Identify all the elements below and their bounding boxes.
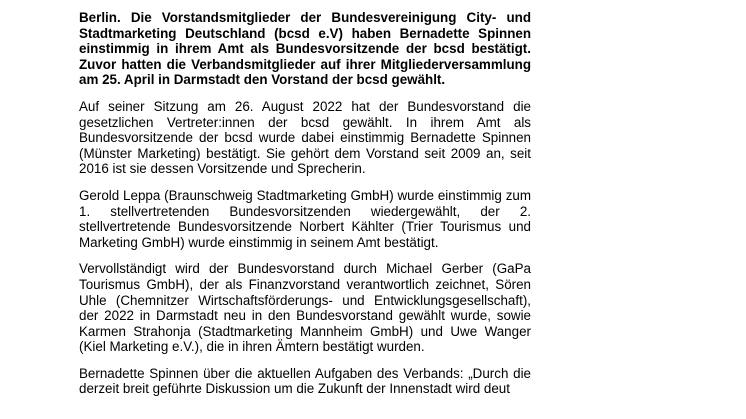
paragraph-stellvertreter: Gerold Leppa (Braunschweig Stadtmarketing GmbH) wurde einstimmig zum 1. stellvertretenden Bundesvorsitzenden wiedergewählt, der 2. stellvertretende Bundesvorsitzende Norbert Kählter (Trier Tourismus und Marketing GmbH) wurde einstimmig in seinem Amt bestätigt. xyxy=(79,187,531,250)
paragraph-bundesvorstand: Vervollständigt wird der Bundesvorstand durch Michael Gerber (GaPa Tourismus GmbH), der als Finanzvorstand verantwortlich zeichnet, Sören Uhle (Chemnitzer Wirtschaftsförderungs- und Entwicklungsgesellschaft), der 2022 in Darmstadt neu in den Bundesvorstand gewählt wurde, sowie Karmen Strahonja (Stadtmarketing Mannheim GmbH) und Uwe Wanger (Kiel Marketing e.V.), die in ihren Ämtern bestätigt wurden. xyxy=(79,261,531,355)
document-page xyxy=(79,10,531,408)
lead-paragraph: Berlin. Die Vorstandsmitglieder der Bundesvereinigung City- und Stadtmarketing Deutschland (bcsd e.V) haben Bernadette Spinnen einstimmig in ihrem Amt als Bundesvorsitzende der bcsd bestätigt. Zuvor hatten die Verbandsmitglieder auf ihrer Mitgliederversammlung am 25. April in Darmstadt den Vorstand der bcsd gewählt. xyxy=(79,10,531,88)
paragraph-aufgaben: Bernadette Spinnen über die aktuellen Aufgaben des Verbands: „Durch die derzeit breit geführte Diskussion um die Zukunft der Innenstadt wird deut xyxy=(79,365,531,397)
paragraph-sitzung: Auf seiner Sitzung am 26. August 2022 hat der Bundesvorstand die gesetzlichen Vertreter:innen der bcsd gewählt. In ihrem Amt als Bundesvorsitzende der bcsd wurde dabei einstimmig Bernadette Spinnen (Münster Marketing) bestätigt. Sie gehört dem Vorstand seit 2009 an, seit 2016 ist sie dessen Vorsitzende und Sprecherin. xyxy=(79,98,531,177)
